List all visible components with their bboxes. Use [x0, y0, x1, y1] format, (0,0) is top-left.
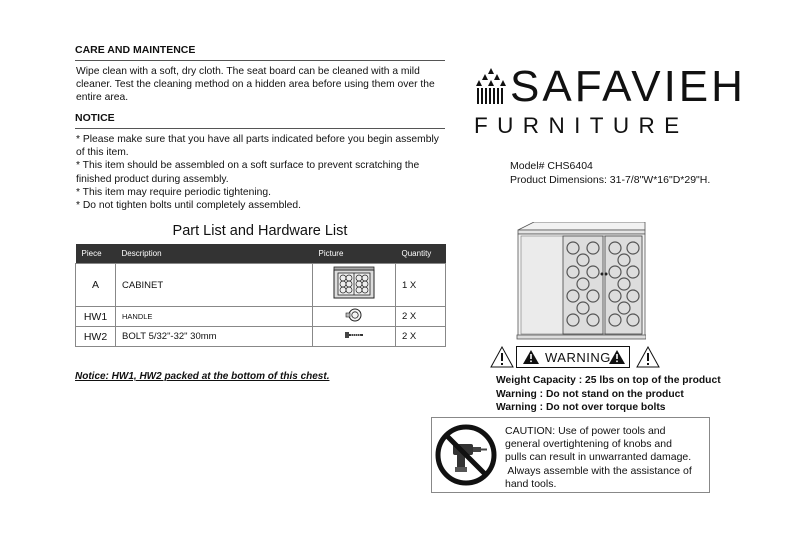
warning-triangle-left: [490, 346, 514, 373]
header-description: Description: [116, 244, 313, 264]
quantity-cell: 2 X: [396, 327, 446, 347]
warning-triangle-right: [636, 346, 660, 373]
caution-line: CAUTION: Use of power tools and: [505, 425, 666, 437]
warning-triangle-icon: [609, 350, 625, 364]
table-header-row: [76, 244, 446, 264]
warning-item: Warning : Do not stand on the product: [496, 388, 684, 400]
safavieh-logo-icon: [474, 66, 508, 106]
warning-triangle-icon: [523, 350, 539, 364]
cabinet-illustration: [514, 222, 646, 345]
header-picture: Picture: [313, 244, 396, 264]
warning-item: Weight Capacity : 25 lbs on top of the product: [496, 375, 721, 386]
caution-text: [505, 425, 692, 491]
table-row: [76, 327, 446, 347]
description-cell: CABINET: [116, 264, 313, 307]
caution-line: pulls can result in unwarranted damage.: [505, 451, 692, 464]
picture-cell: [313, 307, 396, 327]
piece-cell: HW1: [76, 307, 116, 327]
table-row: [76, 307, 446, 327]
header-piece: Piece: [76, 244, 116, 264]
notice-item: * This item may require periodic tightening.: [76, 186, 271, 198]
notice-item: * This item should be assembled on a soft surface to prevent scratching the: [76, 160, 420, 172]
caution-line: hand tools.: [505, 477, 557, 490]
warning-banner: [516, 346, 630, 368]
warning-list: [496, 374, 721, 415]
caution-line: general overtightening of knobs and: [505, 438, 672, 451]
warning-label: WARNING: [545, 350, 611, 365]
care-line: entire area.: [76, 92, 129, 104]
caution-line: Always assemble with the assistance of: [505, 464, 692, 477]
description-cell: BOLT 5/32"-32" 30mm: [116, 327, 313, 347]
quantity-cell: 1 X: [396, 264, 446, 307]
piece-cell: HW2: [76, 327, 116, 347]
brand-name: SAFAVIEH: [510, 62, 746, 111]
warning-triangle-icon: [490, 346, 514, 368]
picture-cell: [313, 264, 396, 307]
bolt-icon: [343, 330, 365, 340]
picture-cell: [313, 327, 396, 347]
cabinet-drawing-icon: [514, 222, 646, 340]
care-title: CARE AND MAINTENCE: [75, 44, 196, 56]
model-number: Model# CHS6404: [510, 160, 593, 172]
divider: [75, 128, 445, 129]
care-line: Wipe clean with a soft, dry cloth. The seat board can be cleaned with a mild: [76, 66, 420, 77]
product-info: [510, 159, 710, 187]
care-line: cleaner. Test the cleaning method on a hidden area before using them over the: [76, 79, 435, 91]
parts-table: [75, 244, 446, 347]
header-quantity: Quantity: [396, 244, 446, 264]
quantity-cell: 2 X: [396, 307, 446, 327]
brand-subtitle: FURNITURE: [474, 113, 689, 138]
care-text: [76, 65, 435, 105]
divider: [75, 60, 445, 61]
notice-item: finished product during assembly.: [76, 173, 229, 185]
table-row: [76, 264, 446, 307]
product-dimensions: Product Dimensions: 31-7/8"W*16"D*29"H.: [510, 174, 711, 186]
notice-item: * Please make sure that you have all parts indicated before you begin assembly: [76, 134, 439, 145]
handle-icon: [343, 307, 365, 323]
warning-triangle-icon: [636, 346, 660, 368]
notice-item: of this item.: [76, 147, 129, 159]
cabinet-icon: [331, 266, 377, 302]
warning-item: Warning : Do not over torque bolts: [496, 402, 666, 413]
notice-item: * Do not tighten bolts until completely assembled.: [76, 200, 301, 212]
no-power-tools-icon: [435, 424, 497, 486]
piece-cell: A: [76, 264, 116, 307]
notice-list: [76, 133, 439, 212]
notice-title: NOTICE: [75, 112, 115, 124]
caution-box: [431, 417, 710, 493]
description-cell: HANDLE: [116, 307, 313, 327]
parts-list-title: Part List and Hardware List: [172, 223, 348, 239]
pack-notice: Notice: HW1, HW2 packed at the bottom of this chest.: [75, 371, 330, 382]
brand-logo: [474, 66, 508, 111]
